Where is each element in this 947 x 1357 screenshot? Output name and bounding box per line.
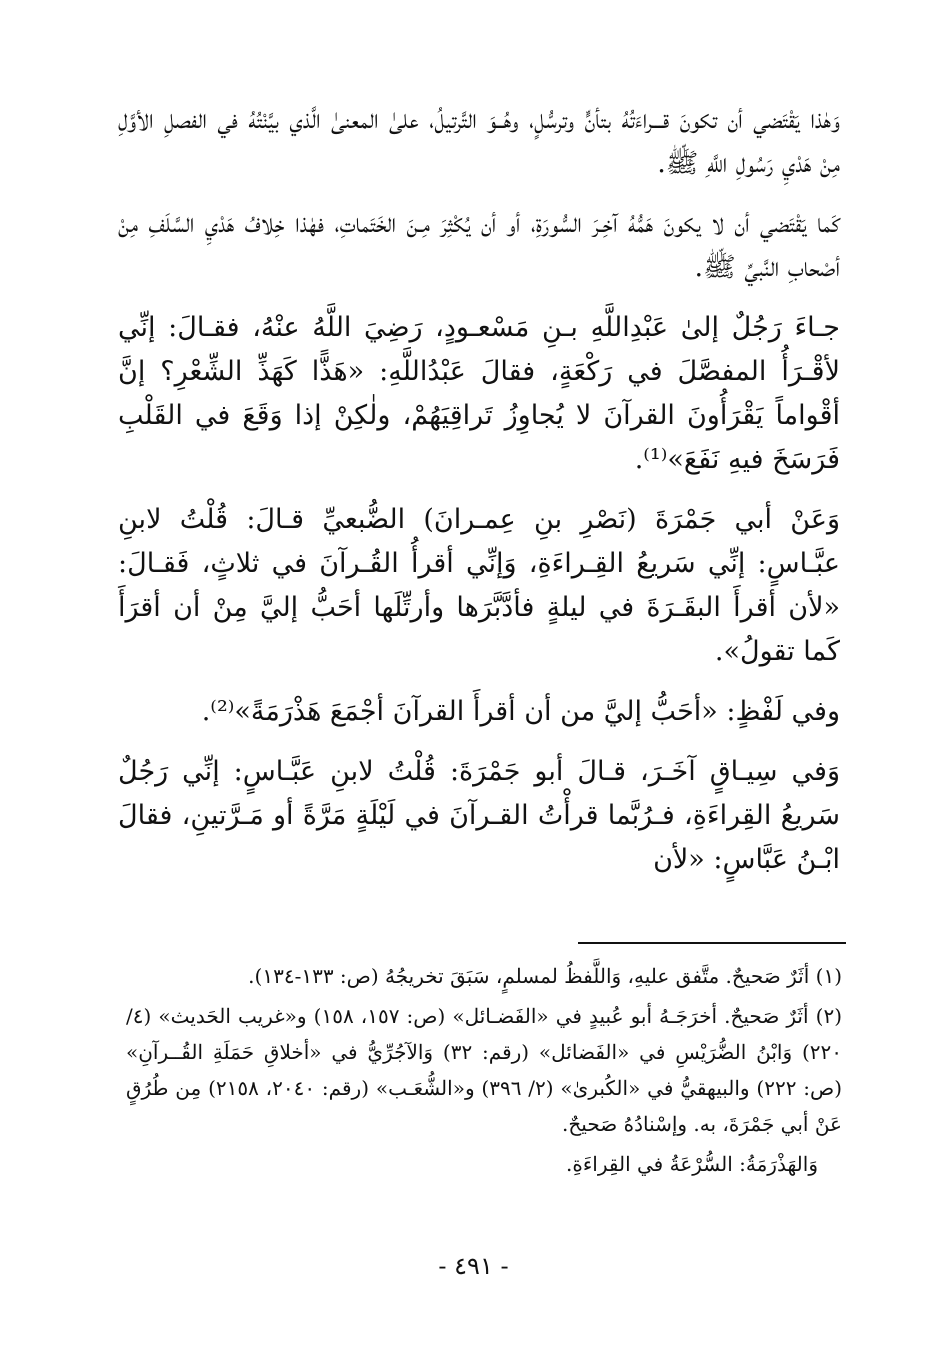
paragraph-other-wording: وفي لَفْظٍ: «أحَبُّ إليَّ من أن أقرأَ القرآنَ أجْمَعَ هَذْرَمَةً»⁽²⁾. — [201, 696, 840, 727]
footnote-1: (١) أثَرٌ صَحيحٌ. متَّفق عليهِ، وَاللَّفظُ لمسلمٍ، سَبَقَ تخريجُهُ (ص: ١٣٣-١٣٤). — [248, 964, 842, 988]
main-text — [118, 98, 840, 898]
paragraph-ibn-masud: جـاءَ رَجُلٌ إلىٰ عَبْدِاللَّهِ بـنِ مَسْعـودٍ، رَضِيَ اللَّهُ عنْهُ، فقـالَ: إنِّي لأقْـرَأُ المفصَّلَ في رَكْعَةٍ، فقالَ عَبْدُاللَّهِ: «هَذًّا كَهَذِّ الشِّعْرِ؟ إنَّ أقْواماً يَقْرَأُونَ القرآنَ لا يُجاوِزُ تَراقِيَهُمْ، ولٰكِنْ إذا وَقَعَ في القَلْبِ فَرَسَخَ فيهِ نَفَعَ»⁽¹⁾. — [118, 312, 840, 475]
paragraph-another-context: وَفي سِيـاقٍ آخَـرَ، قـالَ أبو جَمْرَةَ: قُلْتُ لابنِ عَبَّـاسٍ: إنِّي رَجُلٌ سَريعُ القِراءَةِ، فـرُبَّما قرأْتُ القـرآنَ في لَيْلَةٍ مَرَّةً أو مَـرَّتينِ، فقالَ ابْـنُ عَبَّاسٍ: «لأن — [118, 756, 840, 875]
page-number: - ٤٩١ - — [438, 1252, 509, 1280]
footnote-2: (٢) أثَرٌ صَحيحٌ. أخرَجَـهُ أبو عُبيدٍ في «الفَضـائل» (ص: ١٥٧، ١٥٨) و«غريب الحَديث» (٤/ ٢٢٠) وَابْنُ الضُّرَيْسِ في «الفَضائل» (رقم: ٣٢) وَالآجُرِّيُّ في «أخلاقِ حَمَلَةِ القُــرآنِ» (ص: ٢٢٢) والبيهقيُّ في «الكُبرىٰ» (٢/ ٣٩٦) و«الشُّعَـب» (رقم: ٢٠٤٠، ٢١٥٨) مِن طُرُقٍ عَنْ أبي جَمْرَةَ، به. وإسْنادُهُ صَحيحٌ. — [126, 1004, 843, 1136]
paragraph-abu-jamra: وَعَنْ أبي جَمْرَةَ (نَصْرِ بنِ عِمـرانَ) الضُّبعيِّ قـالَ: قُلْتُ لابنِ عبَّـاسٍ: إنِّي سَريعُ القِـراءَةِ، وَإنِّي أقرأُ القُـرآنَ في ثلاثٍ، فَقـالَ: «لأن أقرأَ البقَـرَةَ في ليلةٍ فأدَّبَّرَها وأرتِّلَها أحَبُّ إليَّ مِنْ أن أقرَأَ كَما تقولُ». — [118, 504, 841, 667]
footnotes — [126, 958, 842, 1186]
footnote-separator — [578, 942, 846, 944]
paragraph-tarteel: وَهٰذا يَقْتَضي أن تكونَ قـــراءَتُهُ بتأنٍّ وترسُّلٍ، وهُــوَ التَّرتيلُ، علىٰ المعنىٰ الَّذي بيَّنْتُهُ في الفصلِ الأوَّلِ مِنْ هَدْيِ رَسُولِ اللَّهِ ﷺ. — [118, 104, 840, 179]
paragraph-khatmat: كَما يَقْتَضي أن لا يكونَ هَمُّهُ آخِـرَ السُّورَةِ، أو أن يُكْثِرَ مِـنَ الخَتَماتِ، فهٰذا خِلافُ هَدْيِ السَّلَفِ مِنْ أصْحابِ النَّبيِّ ﷺ. — [118, 208, 840, 283]
footnote-gloss: وَالهَذْرَمَةُ: السُّرْعَةُ في القِراءَةِ. — [566, 1152, 818, 1176]
